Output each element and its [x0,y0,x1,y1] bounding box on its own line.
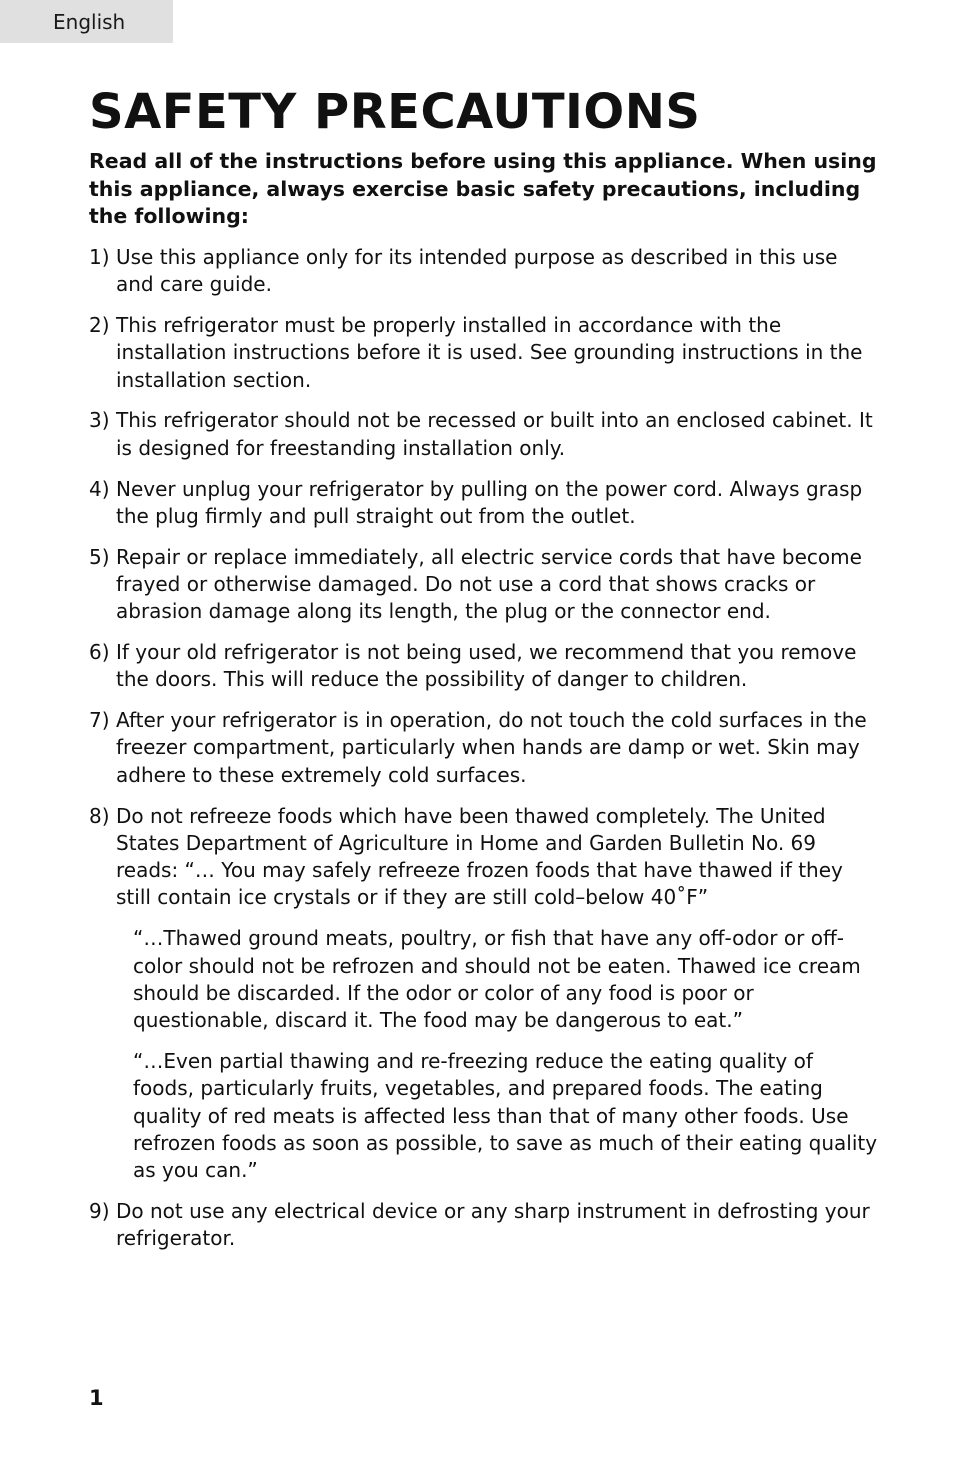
item-text: Use this appliance only for its intended purpose as described in this use and care guide. [116,245,838,297]
item-number: 8) [89,803,110,828]
list-item [89,244,879,299]
item-number: 6) [89,640,110,665]
item-number: 9) [89,1198,110,1223]
list-item [89,1198,879,1253]
language-tab [0,0,173,43]
item-text: If your old refrigerator is not being used, we recommend that you remove the doors. This will reduce the possibility of danger to children. [116,640,857,692]
list-item [89,639,879,694]
item-text: Repair or replace immediately, all electric service cords that have become frayed or otherwise damaged. Do not use a cord that shows cracks or abrasion damage along its length, the plug or the connector end. [116,544,862,624]
list-item [89,707,879,789]
list-item [89,407,879,462]
page-title: SAFETY PRECAUTIONS [89,84,701,140]
item-number: 3) [89,408,110,433]
item-text: This refrigerator must be properly installed in accordance with the installation instructions before it is used. See grounding instructions in the installation section. [116,313,863,392]
safety-list [89,244,879,1266]
item-number: 2) [89,313,110,338]
list-item [89,476,879,531]
quote-text: “…Even partial thawing and re-freezing reduce the eating quality of foods, particularly fruits, vegetables, and prepared foods. The eating quality of red meats is affected less than that of many other foods. Use refrozen foods as soon as possible, to save as much of their eating quality as you can.” [133,1048,878,1183]
intro-text: Read all of the instructions before using this appliance. When using this appliance, always exercise basic safety precautions, including the following: [89,149,877,228]
item-text: After your refrigerator is in operation, do not touch the cold surfaces in the freezer compartment, particularly when hands are damp or wet. Skin may adhere to these extremely cold surfaces. [116,708,867,787]
page-number: 1 [89,1386,104,1410]
item-text: This refrigerator should not be recessed or built into an enclosed cabinet. It is designed for freestanding installation only. [116,408,873,460]
item-text: Never unplug your refrigerator by pulling on the power cord. Always grasp the plug firmly and pull straight out from the outlet. [116,476,863,528]
item-text: Do not refreeze foods which have been thawed completely. The United States Department of Agriculture in Home and Garden Bulletin No. 69 reads: “… You may safely refreeze frozen foods that have thawed if they still contain ice crystals or if they are still cold–below 40˚F” [116,803,843,910]
item-number: 7) [89,708,110,733]
item-text: Do not use any electrical device or any sharp instrument in defrosting your refrigerator. [116,1198,870,1251]
list-item [89,312,879,394]
list-item [89,803,879,1185]
quote-text: “…Thawed ground meats, poultry, or fish that have any off-odor or off-color should not be refrozen and should not be eaten. Thawed ice cream should be discarded. If the odor or color of any food is poor or questionable, discard it. The food may be dangerous to eat.” [133,926,861,1033]
item-number: 5) [89,544,110,569]
list-item [89,544,879,626]
item-number: 1) [89,245,110,269]
language-label: English [53,10,126,34]
item-number: 4) [89,476,110,501]
